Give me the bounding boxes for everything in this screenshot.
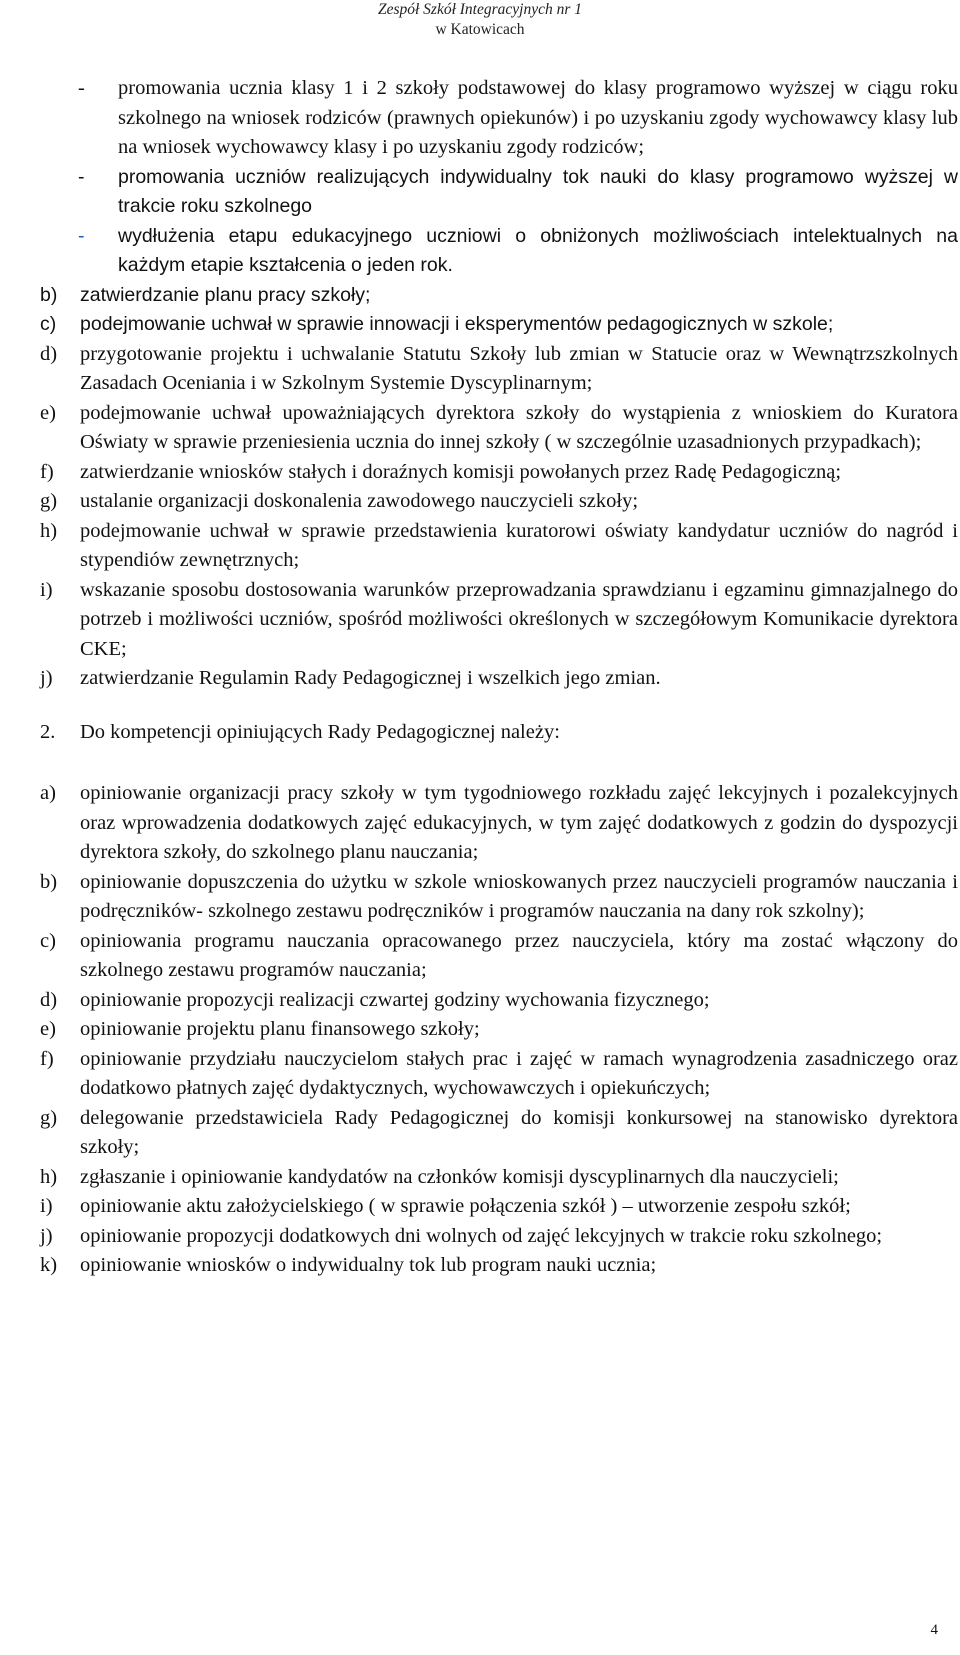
list-item xyxy=(40,340,958,399)
list-item xyxy=(40,1192,958,1222)
approving-competences-list xyxy=(40,281,958,694)
list-marker: d) xyxy=(40,988,58,1011)
list-item-text: opiniowanie propozycji realizacji czwartej godziny wychowania fizycznego; xyxy=(80,988,710,1011)
list-item xyxy=(40,779,958,868)
list-marker: g) xyxy=(40,490,58,512)
list-marker: g) xyxy=(40,1106,58,1129)
list-item xyxy=(40,576,958,665)
list-item-text: zgłaszanie i opiniowanie kandydatów na członków komisji dyscyplinarnych dla nauczycieli; xyxy=(80,1165,839,1188)
list-item-text: opiniowanie propozycji dodatkowych dni wolnych od zajęć lekcyjnych w trakcie roku szkolnego; xyxy=(80,1224,883,1247)
header-school-name: Zespół Szkół Integracyjnych nr 1 xyxy=(377,1,583,18)
list-item-text: podejmowanie uchwał upoważniających dyrektora szkoły do wystąpienia z wnioskiem do Kuratora Oświaty w sprawie przeniesienia ucznia do innej szkoły ( w szczególnie uzasadnionych przypadkach); xyxy=(80,401,958,453)
list-item-text: opiniowanie wniosków o indywidualny tok lub program nauki ucznia; xyxy=(80,1254,657,1276)
promotion-dash-list xyxy=(40,74,958,281)
dash-item-text: promowania ucznia klasy 1 i 2 szkoły podstawowej do klasy programowo wyższej w ciągu roku szkolnego na wniosek rodziców (prawnych opiekunów) i po uzyskaniu zgody wychowawcy klasy lub na wniosek wychowawcy klasy i po uzyskaniu zgody rodziców; xyxy=(118,77,958,158)
list-item xyxy=(40,281,958,311)
list-marker: j) xyxy=(40,667,53,689)
list-item xyxy=(40,1015,958,1045)
list-item-text: opiniowania programu nauczania opracowanego przez nauczyciela, który ma zostać włączony do szkolnego zestawu programów nauczania; xyxy=(80,929,958,981)
list-marker: c) xyxy=(40,313,57,335)
list-marker: e) xyxy=(40,1018,56,1040)
list-item xyxy=(40,399,958,458)
list-marker: f) xyxy=(40,460,54,483)
dash-item-text: promowania uczniów realizujących indywidualny tok nauki do klasy programowo wyższej w trakcie roku szkolnego xyxy=(118,165,958,217)
list-item xyxy=(40,1163,958,1193)
list-marker: k) xyxy=(40,1254,58,1276)
list-marker: a) xyxy=(40,782,56,804)
list-item xyxy=(40,664,958,694)
list-item xyxy=(40,927,958,986)
list-marker: d) xyxy=(40,342,58,365)
list-marker: f) xyxy=(40,1047,54,1070)
list-item-text: podejmowanie uchwał w sprawie przedstawienia kuratorowi oświaty kandydatur uczniów do nagród i stypendiów zewnętrznych; xyxy=(80,519,958,571)
opinion-competences-list xyxy=(40,779,958,1281)
list-item xyxy=(40,1045,958,1104)
dash-marker: - xyxy=(78,77,85,99)
page-number: 4 xyxy=(930,1622,938,1638)
list-item xyxy=(40,986,958,1016)
list-item xyxy=(40,487,958,517)
list-marker: c) xyxy=(40,929,56,952)
dash-marker: - xyxy=(78,165,85,188)
list-item-text: opiniowanie aktu założycielskiego ( w sprawie połączenia szkół ) – utworzenie zespołu szkół; xyxy=(80,1195,851,1217)
list-item xyxy=(40,458,958,488)
list-item xyxy=(40,1251,958,1281)
list-item-text: podejmowanie uchwał w sprawie innowacji i eksperymentów pedagogicznych w szkole; xyxy=(80,313,834,335)
list-item-text: zatwierdzanie planu pracy szkoły; xyxy=(80,283,371,306)
list-item xyxy=(40,1222,958,1252)
header-city: w Katowicach xyxy=(435,21,525,38)
list-marker: h) xyxy=(40,1165,58,1188)
list-item-text: opiniowanie projektu planu finansowego szkoły; xyxy=(80,1018,480,1040)
list-item-text: wskazanie sposobu dostosowania warunków przeprowadzania sprawdzianu i egzaminu gimnazjalnego do potrzeb i możliwości uczniów, spośród możliwości określonych w szczegółowym Komunikacie dyrektora CKE; xyxy=(80,578,958,660)
list-item-text: opiniowanie przydziału nauczycielom stałych prac i zajęć w ramach wynagrodzenia zasadniczego oraz dodatkowo płatnych zajęć dydaktycznych, wychowawczych i opiekuńczych; xyxy=(80,1047,958,1099)
dash-item xyxy=(40,74,958,163)
section-number: 2. xyxy=(40,720,56,743)
list-item-text: ustalanie organizacji doskonalenia zawodowego nauczycieli szkoły; xyxy=(80,490,639,512)
list-item xyxy=(40,517,958,576)
dash-item-text: wydłużenia etapu edukacyjnego uczniowi o obniżonych możliwościach intelektualnych na każdym etapie kształcenia o jeden rok. xyxy=(118,224,958,276)
dash-item xyxy=(40,163,958,222)
list-item xyxy=(40,868,958,927)
section-heading xyxy=(40,718,958,748)
page-header xyxy=(0,0,960,40)
list-item-text: delegowanie przedstawiciela Rady Pedagogicznej do komisji konkursowej na stanowisko dyrektora szkoły; xyxy=(80,1106,958,1158)
list-item-text: opiniowanie organizacji pracy szkoły w tym tygodniowego rozkładu zajęć lekcyjnych i pozalekcyjnych oraz wprowadzenia dodatkowych zajęć edukacyjnych, w tym zajęć dodatkowych z godzin do dyspozycji dyrektora szkoły, do szkolnego planu nauczania; xyxy=(80,782,958,863)
list-item-text: zatwierdzanie Regulamin Rady Pedagogicznej i wszelkich jego zmian. xyxy=(80,667,661,689)
document-body xyxy=(40,74,958,1281)
list-item-text: zatwierdzanie wniosków stałych i doraźnych komisji powołanych przez Radę Pedagogiczną; xyxy=(80,460,842,483)
dash-item xyxy=(40,222,958,281)
list-marker: b) xyxy=(40,283,58,306)
list-item xyxy=(40,1104,958,1163)
list-marker: i) xyxy=(40,1195,53,1217)
list-marker: h) xyxy=(40,519,58,542)
section-title: Do kompetencji opiniujących Rady Pedagogicznej należy: xyxy=(80,720,560,743)
list-item xyxy=(40,310,958,340)
dash-marker: - xyxy=(78,224,85,247)
list-item-text: przygotowanie projektu i uchwalanie Statutu Szkoły lub zmian w Statucie oraz w Wewnątrzszkolnych Zasadach Oceniania i w Szkolnym Systemie Dyscyplinarnym; xyxy=(80,342,958,394)
list-marker: j) xyxy=(40,1224,53,1247)
list-marker: i) xyxy=(40,578,53,601)
list-marker: b) xyxy=(40,870,58,893)
list-marker: e) xyxy=(40,401,56,424)
list-item-text: opiniowanie dopuszczenia do użytku w szkole wnioskowanych przez nauczycieli programów nauczania i podręczników- szkolnego zestawu podręczników i programów nauczania na dany rok szkolny); xyxy=(80,870,958,922)
